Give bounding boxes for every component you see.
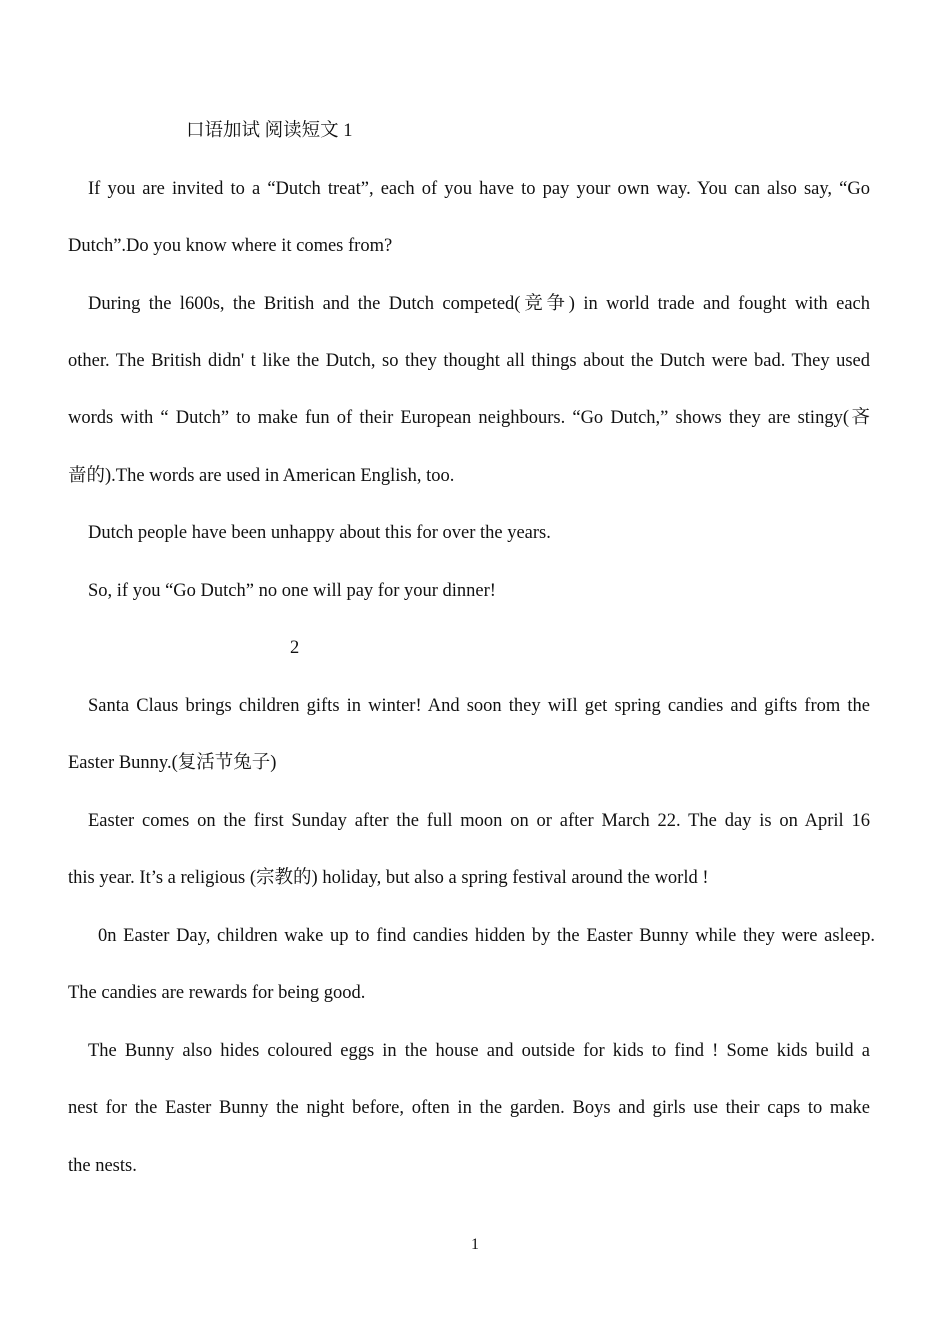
- passage-1-para-1-line-2: Dutch”.Do you know where it comes from?: [68, 236, 393, 256]
- passage-1-para-2-line-3: words with “ Dutch” to make fun of their European neighbours. “Go Dutch,” shows they are stingy(吝: [68, 408, 870, 428]
- passage-2-para-3-line-1: 0n Easter Day, children wake up to find candies hidden by the Easter Bunny while they were asleep.: [98, 926, 875, 946]
- passage-2-para-2-line-2: this year. It’s a religious (宗教的) holiday, but also a spring festival around the world !: [68, 868, 709, 888]
- passage-2-number: 2: [290, 638, 300, 658]
- passage-1-para-2-line-4: 啬的).The words are used in American English, too.: [68, 466, 455, 486]
- passage-2-para-1-line-2: Easter Bunny.(复活节兔子): [68, 753, 277, 773]
- passage-1-para-2-line-2: other. The British didn' t like the Dutch, so they thought all things about the Dutch were bad. They used: [68, 351, 870, 371]
- passage-2-para-1-line-1: Santa Claus brings children gifts in winter! And soon they wiIl get spring candies and gifts from the: [88, 696, 870, 716]
- passage-1-para-2-line-1: During the l600s, the British and the Dutch competed(竞争) in world trade and fought with each: [88, 294, 870, 314]
- passage-2-para-2-line-1: Easter comes on the first Sunday after the full moon on or after March 22. The day is on April 16: [88, 811, 870, 831]
- passage-1-para-4: So, if you “Go Dutch” no one will pay for your dinner!: [88, 581, 496, 601]
- passage-1-para-3: Dutch people have been unhappy about this for over the years.: [88, 523, 551, 543]
- passage-2-para-3-line-2: The candies are rewards for being good.: [68, 983, 366, 1003]
- passage-2-para-4-line-2: nest for the Easter Bunny the night before, often in the garden. Boys and girls use their caps to make: [68, 1098, 870, 1118]
- passage-2-para-4-line-3: the nests.: [68, 1156, 137, 1176]
- passage-1-para-1-line-1: If you are invited to a “Dutch treat”, each of you have to pay your own way. You can also say, “Go: [88, 179, 870, 199]
- page-number: 1: [471, 1236, 479, 1253]
- passage-2-para-4-line-1: The Bunny also hides coloured eggs in the house and outside for kids to find ! Some kids build a: [88, 1041, 870, 1061]
- passage-1-title: 口语加试 阅读短文 1: [186, 121, 353, 141]
